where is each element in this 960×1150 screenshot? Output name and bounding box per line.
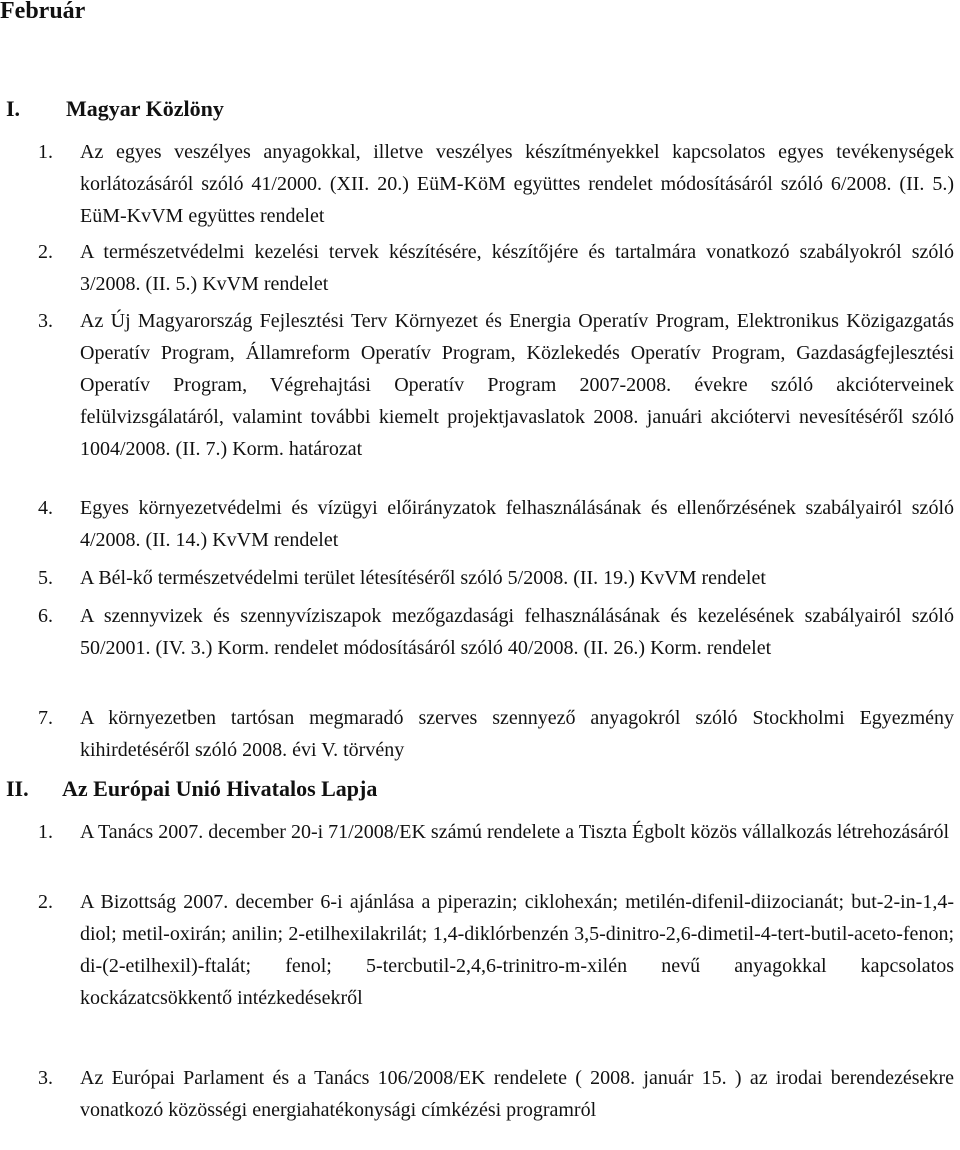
section-title: Magyar Közlöny <box>66 96 224 121</box>
item-text: Egyes környezetvédelmi és vízügyi előirányzatok felhasználásának és ellenőrzésének szabályairól szóló 4/2008. (II. 14.) KvVM rendelet <box>80 497 954 551</box>
item-text: A Bél-kő természetvédelmi terület létesítéséről szóló 5/2008. (II. 19.) KvVM rendelet <box>80 567 766 589</box>
section-roman-numeral: I. <box>6 96 21 121</box>
item-text: A természetvédelmi kezelési tervek készítésére, készítőjére és tartalmára vonatkozó szabályokról szóló 3/2008. (II. 5.) KvVM rendelet <box>80 241 954 295</box>
list-item <box>38 305 954 465</box>
item-number: 1. <box>38 821 53 843</box>
list-item <box>38 562 954 594</box>
list-item <box>38 886 954 1014</box>
item-number: 6. <box>38 605 53 627</box>
item-number: 7. <box>38 707 53 729</box>
list-item <box>38 600 954 664</box>
list-item <box>38 816 954 848</box>
item-number: 3. <box>38 310 53 332</box>
list-item <box>38 236 954 300</box>
item-number: 2. <box>38 241 53 263</box>
item-text: Az egyes veszélyes anyagokkal, illetve veszélyes készítményekkel kapcsolatos egyes tevékenységek korlátozásáról szóló 41/2000. (XII. 20.) EüM-KöM együttes rendelet módosításáról szóló 6/2008. (II. 5.) EüM-KvVM együttes rendelet <box>80 141 954 227</box>
list-item <box>38 136 954 232</box>
item-number: 2. <box>38 891 53 913</box>
item-number: 1. <box>38 141 53 163</box>
item-number: 4. <box>38 497 53 519</box>
item-text: A Bizottság 2007. december 6-i ajánlása a piperazin; ciklohexán; metilén-difenil-diizocianát; but-2-in-1,4-diol; metil-oxirán; anilin; 2-etilhexilakrilát; 1,4-diklórbenzén 3,5-dinitro-2,6-dimetil-4-tert-butil-aceto-fenon; di-(2-etilhexil)-ftalát; fenol; 5-tercbutil-2,4,6-trinitro-m-xilén nevű anyagokkal kapcsolatos kockázatcsökkentő intézkedésekről <box>80 891 954 1009</box>
list-item <box>38 492 954 556</box>
item-text: A szennyvizek és szennyvíziszapok mezőgazdasági felhasználásának és kezelésének szabályairól szóló 50/2001. (IV. 3.) Korm. rendelet módosításáról szóló 40/2008. (II. 26.) Korm. rendelet <box>80 605 954 659</box>
item-number: 3. <box>38 1067 53 1089</box>
list-item <box>38 1062 954 1126</box>
month-heading: Február <box>0 0 86 24</box>
section-title: Az Európai Unió Hivatalos Lapja <box>62 776 378 801</box>
item-text: A környezetben tartósan megmaradó szerves szennyező anyagokról szóló Stockholmi Egyezmény kihirdetéséről szóló 2008. évi V. törvény <box>80 707 954 761</box>
item-number: 5. <box>38 567 53 589</box>
item-text: Az Európai Parlament és a Tanács 106/2008/EK rendelete ( 2008. január 15. ) az irodai berendezésekre vonatkozó közösségi energiahatékonysági címkézési programról <box>80 1067 954 1121</box>
item-text: A Tanács 2007. december 20-i 71/2008/EK számú rendelete a Tiszta Égbolt közös vállalkozás létrehozásáról <box>80 821 950 843</box>
list-item <box>38 702 954 766</box>
item-text: Az Új Magyarország Fejlesztési Terv Környezet és Energia Operatív Program, Elektronikus Közigazgatás Operatív Program, Államreform Operatív Program, Közlekedés Operatív Program, Gazdaságfejlesztési Operatív Program, Végrehajtási Operatív Program 2007-2008. évekre szóló akcióterveinek felülvizsgálatáról, valamint további kiemelt projektjavaslatok 2008. januári akciótervi nevesítéséről szóló 1004/2008. (II. 7.) Korm. határozat <box>80 310 954 460</box>
section-roman-numeral: II. <box>6 776 29 801</box>
